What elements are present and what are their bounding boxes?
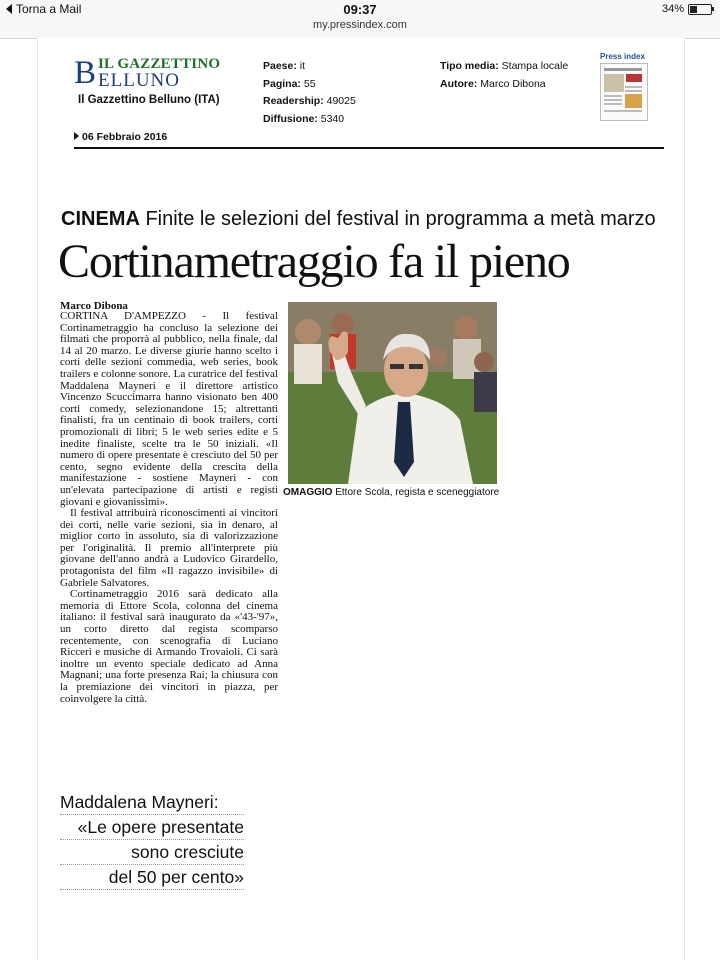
meta-paese (263, 58, 356, 76)
pressindex-logo: Press index (600, 52, 645, 61)
meta-value: it (299, 60, 306, 72)
meta-tipo-media (440, 58, 568, 76)
caption-tag: OMAGGIO (283, 487, 333, 498)
publication-date (74, 131, 167, 143)
kicker-tag: CINEMA (61, 208, 140, 230)
article-body (60, 311, 278, 705)
clock: 09:37 (343, 2, 377, 17)
pullquote-line: «Le opere presentate (60, 815, 244, 840)
meta-label: Autore: (440, 77, 478, 90)
date-text: 06 Febbraio 2016 (82, 131, 168, 143)
battery-indicator (662, 3, 712, 15)
meta-value: 49025 (326, 95, 356, 107)
caption-text: Ettore Scola, regista e sceneggiatore (335, 487, 500, 498)
back-label: Torna a Mail (16, 2, 82, 16)
meta-right (440, 58, 568, 93)
status-bar (0, 0, 720, 39)
meta-value: Stampa locale (501, 60, 569, 72)
clipping-page (37, 38, 685, 960)
pull-quote (60, 790, 244, 890)
meta-label: Pagina: (263, 77, 301, 90)
logo-line-2: ELLUNO (98, 70, 180, 91)
meta-value: 5340 (320, 112, 345, 125)
thumbnail-page-preview (600, 63, 648, 121)
meta-value: 55 (303, 77, 316, 90)
header-divider (74, 147, 664, 149)
article-kicker (61, 208, 656, 231)
newspaper-logo (74, 56, 244, 89)
paragraph: Il festival attribuirà riconoscimenti ai vincitori dei corti, nelle varie sezioni, sia in denaro, al miglior corto in assoluto, sia di valorizzazione per l'originalità. Il premio all'interprete più giovane dell'anno andrà a Ludovico Girardello, protagonista del film «Il ragazzo invisibile» di Gabriele Salvatores. (60, 507, 278, 589)
article-byline: Marco Dibona (60, 300, 128, 312)
kicker-text: Finite le selezioni del festival in programma a metà marzo (145, 208, 656, 230)
address-bar[interactable]: my.pressindex.com (313, 19, 407, 31)
meta-value: Marco Dibona (480, 77, 546, 90)
pullquote-line: sono cresciute (60, 840, 244, 865)
paragraph: CORTINA D'AMPEZZO - Il festival Cortinametraggio ha concluso la selezione dei filmati che proporrà al pubblico, nella finale, dal 14 al 20 marzo. Le diverse giurie hanno scelto i corti delle sezioni commedia, web series, book trailers e colonne sonore. La curatrice del festival Maddalena Mayneri e il direttore artistico Vincenzo Scuccimarra hanno visionato ben 400 corti comedy, selezionandone 15; altrettanti finalisti, fra un centinaio di book trailers, corti promozionali di libri; 5 le web series edite e 5 inedite finaliste, scelte tra le 50 iniziali. «Il numero di opere presentate è cresciuto del 50 per cento, segno evidente della crescita della manifestazione - sostiene Mayneri - con un'elevata partecipazione di artisti e registi giovani e giovanissimi». (60, 310, 278, 508)
meta-pagina (263, 76, 356, 94)
pullquote-line: del 50 per cento» (60, 865, 244, 890)
article-photo (288, 302, 497, 484)
publication-name: Il Gazzettino Belluno (ITA) (78, 94, 220, 106)
date-bullet-icon (74, 132, 79, 140)
article-headline: Cortinametraggio fa il pieno (58, 235, 570, 288)
battery-percent: 34% (661, 3, 684, 15)
meta-left (263, 58, 356, 128)
photo-ettore-scola (288, 302, 497, 484)
pullquote-line: Maddalena Mayneri: (60, 790, 244, 815)
photo-caption (283, 487, 499, 498)
meta-label: Readership: (263, 95, 324, 107)
meta-label: Paese: (263, 60, 297, 72)
paragraph: Cortinametraggio 2016 sarà dedicato alla memoria di Ettore Scola, colonna del cinema italiano: il festival sarà inaugurato da «'43-'97», un corto diretto dal regista scomparso recentemente, con scenografia di Luciano Ricceri e musiche di Armando Trovaioli. Ci sarà inoltre un evento speciale dedicato ad Anna Magnani; una forte presenza Rai; la chiusura con la premiazione dei vincitori in piazza, per coinvolgere la città. (60, 588, 278, 705)
meta-label: Tipo media: (440, 60, 499, 72)
page-thumbnail[interactable] (600, 52, 648, 124)
meta-autore (440, 76, 568, 94)
logo-initial: B (74, 55, 97, 91)
battery-icon (688, 4, 712, 15)
meta-label: Diffusione: (263, 112, 318, 125)
logo-line-1: IL GAZZETTINO (98, 56, 221, 72)
meta-readership (263, 93, 356, 111)
meta-diffusione (263, 111, 356, 129)
